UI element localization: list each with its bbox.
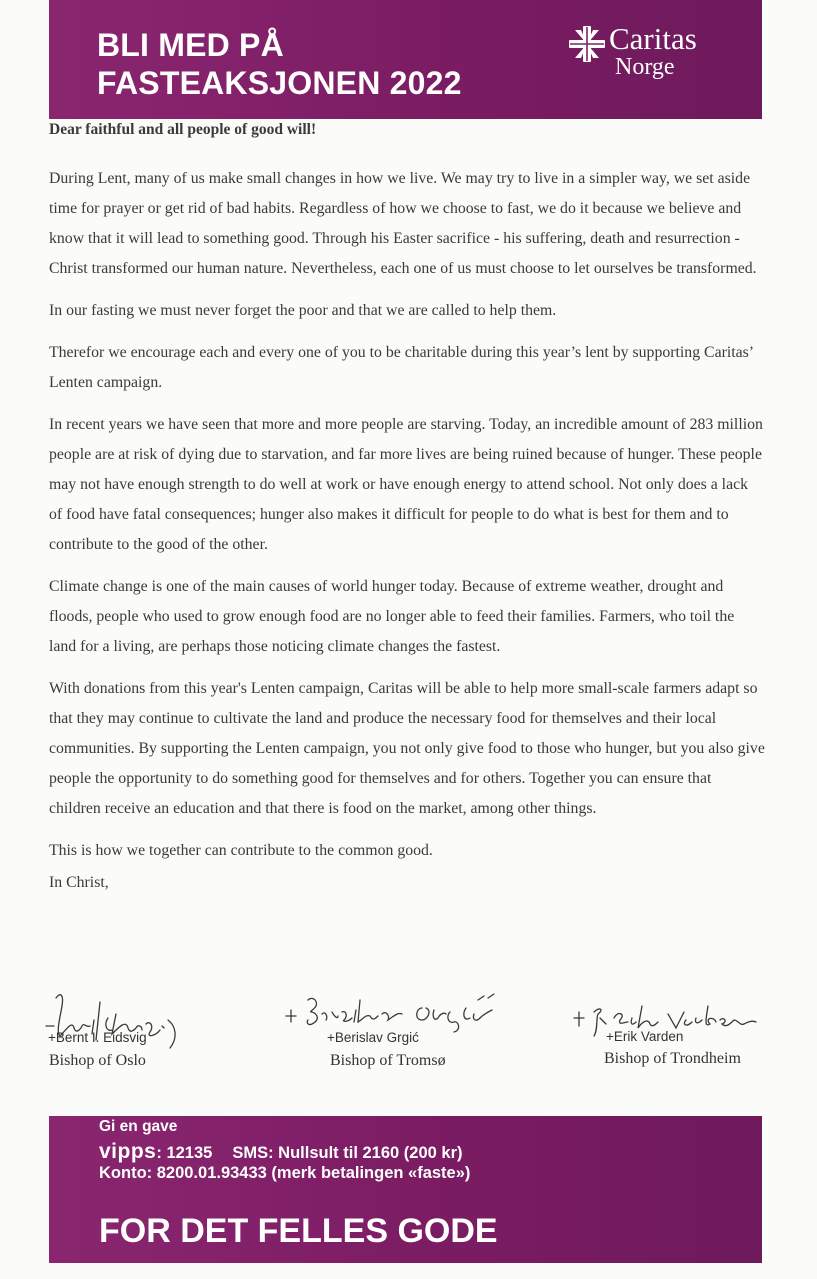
caritas-logo [567,22,727,84]
letter-closing: In Christ, [49,874,109,891]
paragraph: This is how we together can contribute to the common good. [49,842,433,859]
title-line-2: FASTEAKSJONEN 2022 [97,65,462,101]
sms-info: SMS: Nullsult til 2160 (200 kr) [232,1144,463,1162]
signatory-title: Bishop of Tromsø [330,1052,446,1069]
paragraph: Climate change is one of the main causes of world hunger today. Because of extreme weather, drought and floods, people who used to grow enough food are no longer able to feed their families. Farmers, who toil the land for a living, are perhaps those noticing climate changes the fastest. [49,578,735,655]
paragraph: In recent years we have seen that more and more people are starving. Today, an incredible amount of 283 million people are at risk of dying due to starvation, and far more lives are being ruined because of hunger. These people may not have enough strength to do well at work or have enough energy to attend school. Not only does a lack of food have fatal consequences; hunger also makes it difficult for people to do what is best for them and to contribute to the good of the other. [49,416,763,553]
logo-wordmark: Caritas [609,21,697,56]
paragraph: Therefor we encourage each and every one of you to be charitable during this year’s lent by supporting Caritas’ Lenten campaign. [49,344,753,391]
signatory-title: Bishop of Oslo [49,1052,146,1069]
title-line-1: BLI MED PÅ [97,27,284,63]
paragraph: With donations from this year's Lenten campaign, Caritas will be able to help more small-scale farmers adapt so that they may continue to cultivate the land and produce the necessary food for themselves and their local communities. By supporting the Lenten campaign, you not only give food to those who hunger, but you also give people the opportunity to do something good for themselves and for others. Together you can ensure that children receive an education and that there is food on the market, among other things. [49,680,765,817]
campaign-title [97,26,462,102]
letter-greeting: Dear faithful and all people of good will! [49,121,317,138]
payment-row [99,1140,462,1164]
signature-block-tromso [282,990,522,1075]
vipps-logo: vipps [99,1140,157,1163]
gift-label: Gi en gave [99,1118,178,1135]
signature-block-trondheim [570,998,770,1073]
signatory-name: +Bernt I. Eidsvig [48,1030,147,1045]
logo-subtitle: Norge [615,54,675,80]
donation-footer [49,1116,762,1263]
handwritten-signature [282,990,512,1035]
letter-body [49,118,765,898]
header-banner [49,0,762,119]
signatory-title: Bishop of Trondheim [604,1050,741,1067]
vipps-number: : 12135 [156,1144,213,1162]
bank-account: Konto: 8200.01.93433 (merk betalingen «faste») [99,1164,471,1182]
campaign-slogan: FOR DET FELLES GODE [99,1212,498,1250]
signatory-name: +Berislav Grgić [327,1030,419,1045]
signature-block-oslo [42,980,242,1075]
paragraph: In our fasting we must never forget the poor and that we are called to help them. [49,302,557,319]
caritas-cross-icon [567,24,607,64]
signatory-name: +Erik Varden [606,1029,684,1044]
paragraph: During Lent, many of us make small changes in how we live. We may try to live in a simpler way, we set aside time for prayer or get rid of bad habits. Regardless of how we choose to fast, we do it because we believe and know that it will lead to something good. Through his Easter sacrifice - his suffering, death and resurrection - Christ transformed our human nature. Nevertheless, each one of us must choose to let ourselves be transformed. [49,170,757,277]
